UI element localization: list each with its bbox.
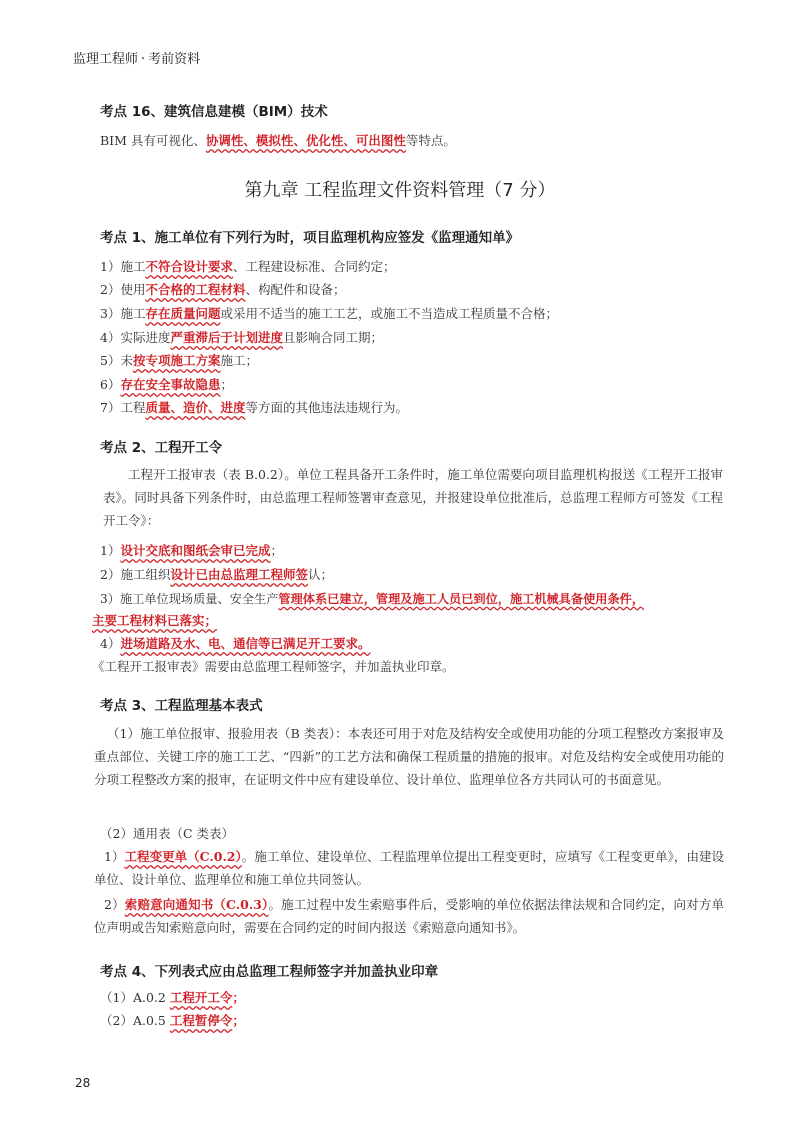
kp3-para-1: （1）施工单位报审、报验用表（B 类表）：本表还可用于对危及结构安全或使用功能的分项工程整改方案报审及重点部位、关键工序的施工工艺、“四新”的工艺方法和确保工程质量的措施的报审。对危及结构安全或使用功能的分项工程整改方案的报审，在证明文件中应有建设单位、设计单位、监理单位各方共同认可的书面意见。 [94,726,724,787]
page-number: 28 [75,1076,91,1090]
kp2-intro: 工程开工报审表（表 B.0.2）。单位工程具备开工条件时，施工单位需要向项目监理机构报送《工程开工报审表》。同时具备下列条件时，由总监理工程师签署审查意见，并报建设单位批准后，总监理工程师方可签发《工程开工令》： [103,467,723,528]
kp4-heading: 考点 4、下列表式应由总监理工程师签字并加盖执业印章 [100,964,439,980]
bim-text: BIM 具有可视化、协调性、模拟性、优化性、可出图性等特点。 [100,133,456,148]
kp2-note: 《工程开工报审表》需要由总监理工程师签字，并加盖执业印章。 [92,659,455,674]
page-header: 监理工程师 · 考前资料 [73,52,201,67]
kp1-item-4: 4）实际进度严重滞后于计划进度且影响合同工期； [100,330,383,345]
bim-highlight: 协调性、模拟性、优化性、可出图性 [205,133,406,148]
kp1-item-5: 5）未按专项施工方案施工； [100,353,258,368]
kp1-heading: 考点 1、施工单位有下列行为时，项目监理机构应签发《监理通知单》 [100,230,520,246]
kp2-item-4: 4）进场道路及水、电、通信等已满足开工要求。 [100,636,371,651]
chapter-title: 第九章 工程监理文件资料管理（7 分） [244,180,556,201]
kp4-item-2: （2）A.0.5 工程暂停令； [100,1013,245,1028]
kp2-item-1: 1）设计交底和图纸会审已完成； [100,543,283,558]
kp1-item-1: 1）施工不符合设计要求、工程建设标准、合同约定； [100,259,396,274]
kp4-item-1: （1）A.0.2 工程开工令； [100,990,245,1005]
kp1-item-7: 7）工程质量、造价、进度等方面的其他违法违规行为。 [100,400,408,415]
kp1-item-2: 2）使用不合格的工程材料、构配件和设备； [100,282,346,297]
kp3-heading: 考点 3、工程监理基本表式 [100,698,263,714]
kp1-item-6: 6）存在安全事故隐患； [100,377,233,392]
kp1-item-3: 3）施工存在质量问题或采用不适当的施工工艺，或施工不当造成工程质量不合格； [100,306,558,321]
kp2-item-3-cont: 主要工程材料已落实； [92,613,218,628]
bim-heading: 考点 16、建筑信息建模（BIM）技术 [100,104,328,120]
kp2-item-3: 3）施工单位现场质量、安全生产管理体系已建立，管理及施工人员已到位，施工机械具备使用条件， [100,592,645,606]
kp2-heading: 考点 2、工程开工令 [100,440,223,456]
kp3-general: （2）通用表（C 类表） [100,826,234,841]
kp3-item-1: 1）工程变更单（C.0.2）。施工单位、建设单位、工程监理单位提出工程变更时，应填写《工程变更单》，由建设单位、设计单位、监理单位和施工单位共同签认。 [94,849,725,887]
kp2-item-2: 2）施工组织设计已由总监理工程师签认； [100,567,333,582]
kp3-item-2: 2）索赔意向通知书（C.0.3）。施工过程中发生索赔事件后，受影响的单位依据法律法规和合同约定，向对方单位声明或告知索赔意向时，需要在合同约定的时间内报送《索赔意向通知书》。 [94,897,725,935]
